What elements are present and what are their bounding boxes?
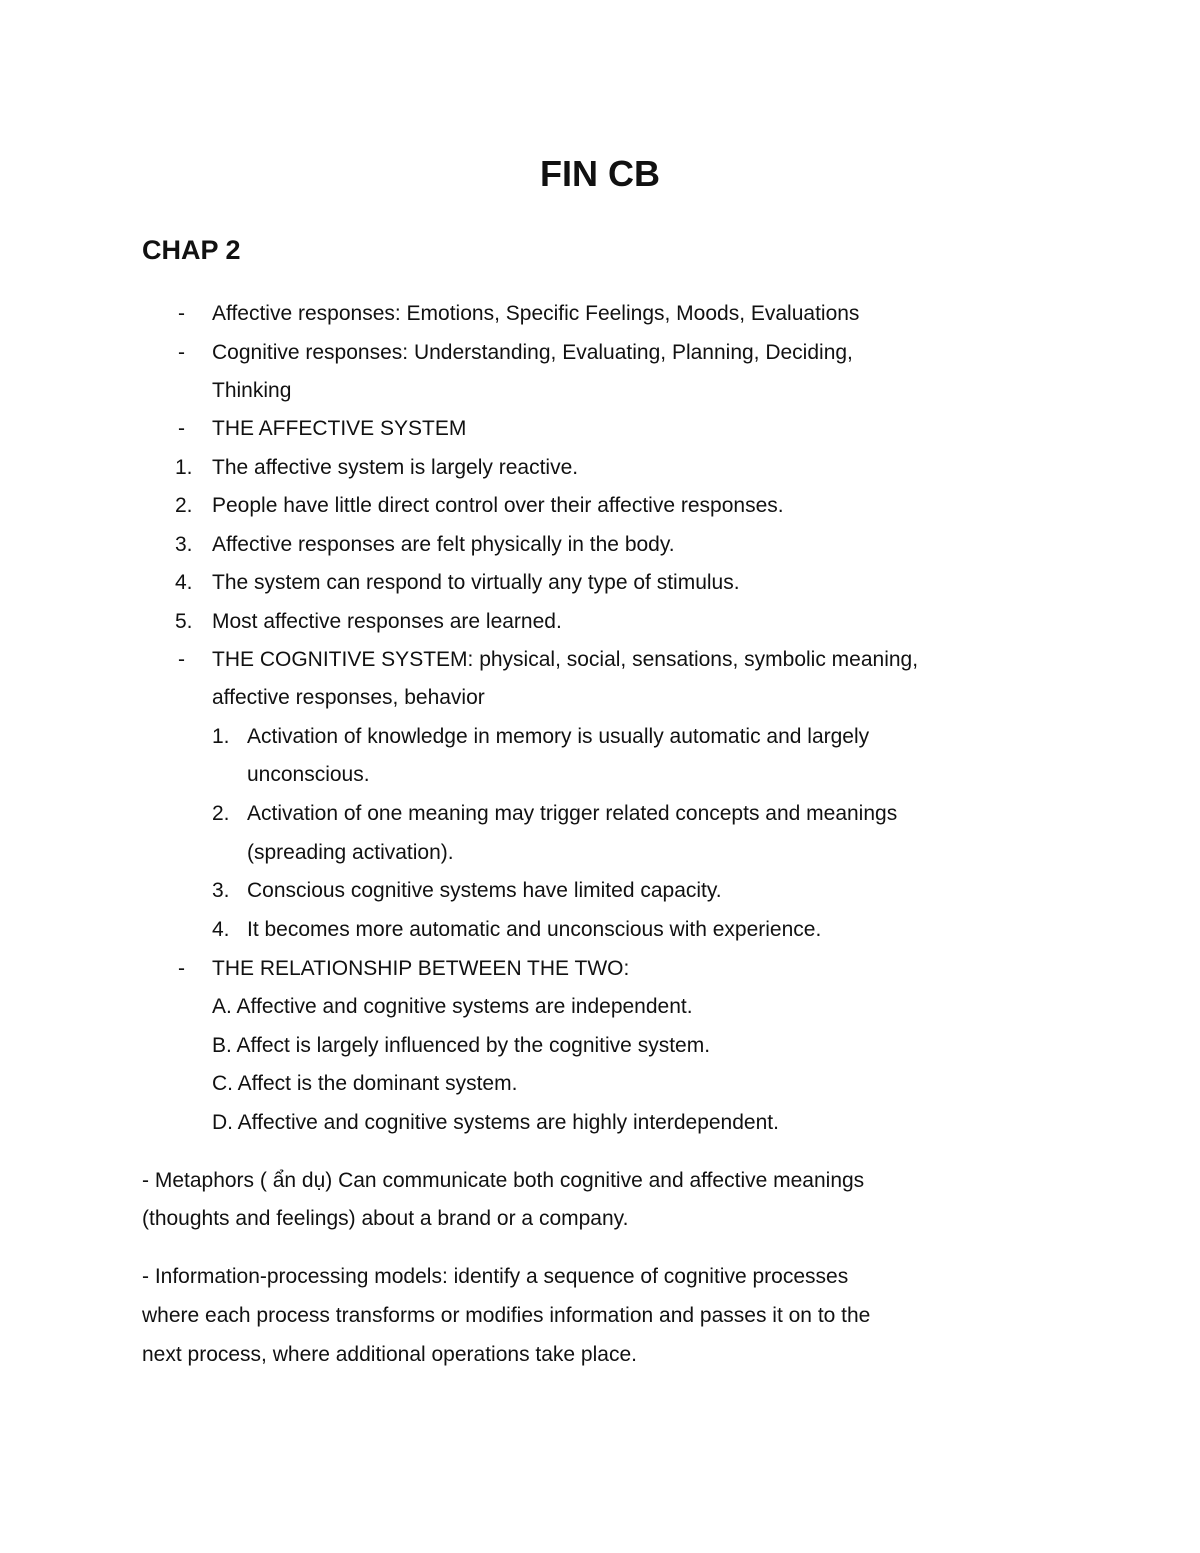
paragraph-line: - Metaphors ( ẩn dụ) Can communicate both cognitive and affective meanings (142, 1169, 865, 1192)
list-item-marker: 5. (175, 610, 193, 633)
list-item-marker: 3. (175, 533, 193, 556)
list-item-marker: - (178, 957, 185, 980)
list-item-text: THE COGNITIVE SYSTEM: physical, social, sensations, symbolic meaning, (212, 648, 919, 671)
list-item-text: Most affective responses are learned. (212, 610, 562, 633)
sublist-item-marker: 2. (212, 802, 230, 825)
list-item-text: Cognitive responses: Understanding, Evaluating, Planning, Deciding, (212, 341, 853, 364)
lettered-item-text: D. Affective and cognitive systems are highly interdependent. (212, 1111, 779, 1134)
list-item-marker: - (178, 648, 185, 671)
chapter-heading: CHAP 2 (142, 235, 241, 265)
sublist-item-text: Activation of one meaning may trigger related concepts and meanings (247, 802, 898, 825)
list-item-text: Thinking (212, 379, 292, 402)
list-item-text: THE AFFECTIVE SYSTEM (212, 417, 467, 440)
list-item-text: The system can respond to virtually any type of stimulus. (212, 571, 740, 594)
list-item-marker: 4. (175, 571, 193, 594)
list-item-text: People have little direct control over their affective responses. (212, 494, 784, 517)
sublist-item-marker: 1. (212, 725, 230, 748)
list-item-text: Affective responses: Emotions, Specific Feelings, Moods, Evaluations (212, 302, 860, 325)
sublist-item-text: It becomes more automatic and unconscious with experience. (247, 918, 822, 941)
lettered-item-text: B. Affect is largely influenced by the cognitive system. (212, 1034, 711, 1057)
list-item-text: THE RELATIONSHIP BETWEEN THE TWO: (212, 957, 630, 980)
paragraph-line: - Information-processing models: identify a sequence of cognitive processes (142, 1265, 849, 1288)
list-item-text: The affective system is largely reactive. (212, 456, 579, 479)
list-item-marker: 2. (175, 494, 193, 517)
document-title: FIN CB (540, 153, 660, 194)
list-item-marker: - (178, 417, 185, 440)
list-item-text: Affective responses are felt physically in the body. (212, 533, 675, 556)
sublist-item-marker: 4. (212, 918, 230, 941)
list-item-marker: 1. (175, 456, 193, 479)
sublist-item-marker: 3. (212, 879, 230, 902)
list-item-marker: - (178, 341, 185, 364)
sublist-item-text: Conscious cognitive systems have limited capacity. (247, 879, 722, 902)
sublist-item-text: (spreading activation). (247, 841, 454, 864)
list-item-marker: - (178, 302, 185, 325)
paragraph-line: where each process transforms or modifies information and passes it on to the (142, 1304, 871, 1327)
paragraph-line: next process, where additional operations take place. (142, 1343, 637, 1366)
lettered-item-text: A. Affective and cognitive systems are independent. (212, 995, 693, 1018)
sublist-item-text: Activation of knowledge in memory is usually automatic and largely (247, 725, 870, 748)
sublist-item-text: unconscious. (247, 763, 370, 786)
list-item-text: affective responses, behavior (212, 686, 485, 709)
lettered-item-text: C. Affect is the dominant system. (212, 1072, 518, 1095)
paragraph-line: (thoughts and feelings) about a brand or a company. (142, 1207, 629, 1230)
